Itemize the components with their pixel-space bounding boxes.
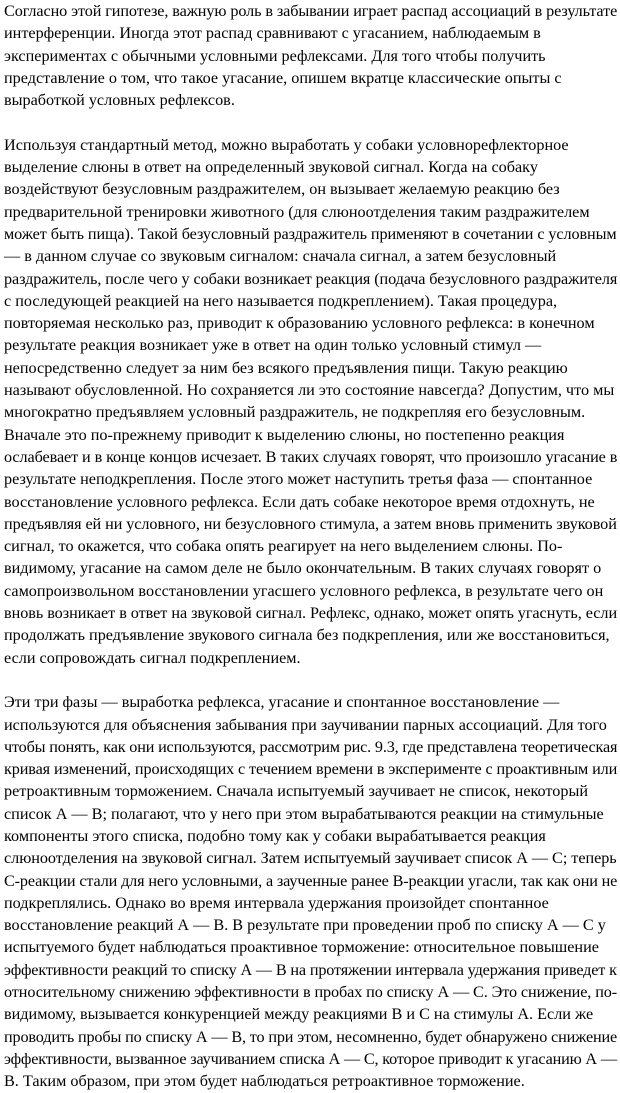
text-line: предъявляя ей ни условного, ни безусловного стимула, а затем вновь применить звуковой [4,514,617,533]
text-line: проводить пробы по списку А — В, то при этом, несомненно, будет обнаружено снижение [4,1027,618,1046]
text-line: повторяемая несколько раз, приводит к образованию условного рефлекса: в конечном [4,314,595,333]
text-line: результате неподкрепления. После этого может наступить третья фаза — спонтанное [4,470,593,489]
text-line: список А — В; полагают, что у него при этом вырабатываются реакции на стимульные [4,804,604,823]
text-line: восстановление реакций А — В. В результате при проведении проб по списку А — С у [4,916,606,935]
text-line: слюноотделения на звуковой сигнал. Затем испытуемый заучивает список А — С; теперь [4,849,617,868]
text-line: видимому, угасание на самом деле не было окончательным. В таких случаях говорят о [4,559,602,578]
text-line: может быть пища). Такой безусловный раздражитель применяют в сочетании с условным [4,224,617,243]
text-line: вновь возникает в ответ на звуковой сигнал. Рефлекс, однако, может опять угаснуть, если [4,604,618,623]
text-line: кривая изменений, происходящих с течением времени в эксперименте с проактивным или [4,760,618,779]
text-line: называют обусловленной. Но сохраняется ли это состояние навсегда? Допустим, что мы [4,381,615,400]
text-line: подкреплялись. Однако во время интервала удержания произойдет спонтанное [4,893,549,912]
text-line: воздействуют безусловным раздражителем, он вызывает желаемую реакцию без [4,180,560,199]
text-line: Вначале это по-прежнему приводит к выделению слюны, но постепенно реакция [4,425,565,444]
text-line: представление о том, что такое угасание, опишем вкратце классические опыты с [4,68,562,87]
text-line: выработкой условных рефлексов. [4,91,235,110]
text-line: — в данном случае со звуковым сигналом: сначала сигнал, а затем безусловный [4,247,557,266]
text-line: многократно предъявляем условный раздражитель, не подкрепляя его безусловным. [4,403,586,422]
text-line: предварительной тренировки животного (для слюноотделения таким раздражителем [4,202,590,221]
text-line: эффективности, вызванное заучиванием списка А — С, которое приводит к угасанию А — [4,1049,617,1068]
text-line: компоненты этого списка, подобно тому как у собаки вырабатывается реакция [4,826,546,845]
text-line: В. Таким образом, при этом будет наблюдаться ретроактивное торможение. [4,1072,525,1091]
text-line: С-реакции стали для него условными, а заученные ранее В-реакции угасли, так как они не [4,871,618,890]
text-line: выделение слюны в ответ на определенный звуковой сигнал. Когда на собаку [4,158,538,177]
paragraph-3 [4,691,617,1092]
text-line: ретроактивным торможением. Сначала испытуемый заучивает не список, некоторый [4,782,589,801]
text-line: Эти три фазы — выработка рефлекса, угасание и спонтанное восстановление — [4,693,560,712]
text-line: если сопровождать сигнал подкреплением. [4,648,301,667]
text-line: самопроизвольном восстановлении угасшего условного рефлекса, в результате чего он [4,581,604,600]
paragraph-1 [4,0,617,111]
text-line: Согласно этой гипотезе, важную роль в забывании играет распад ассоциаций в результате [4,2,618,20]
text-line: используются для объяснения забывания при заучивании парных ассоциаций. Для того [4,715,607,734]
text-line: результате реакция возникает уже в ответ на один только условный стимул — [4,336,542,355]
text-line: ослабевает и в конце концов исчезает. В таких случаях говорят, что произошло угасание в [4,447,618,466]
text-line: относительному снижению эффективности в пробах по списку А — С. Это снижение, по- [4,983,618,1002]
text-line: Используя стандартный метод, можно выработать у собаки условнорефлекторное [4,135,569,154]
text-line: раздражитель, после чего у собаки возникает реакция (подача безусловного раздражителя [4,269,618,288]
text-line: экспериментах с обычными условными рефлексами. Для того чтобы получить [4,46,546,65]
text-line: продолжать предъявление звукового сигнала без подкрепления, или же восстановиться, [4,626,610,645]
text-line: эффективности реакций то списку А — В на протяжении интервала удержания приведет к [4,960,617,979]
text-line: непосредственно следует за ним без всякого предъявления пищи. Такую реакцию [4,358,568,377]
text-line: интерференции. Иногда этот распад сравнивают с угасанием, наблюдаемым в [4,24,541,43]
text-line: испытуемого будет наблюдаться проактивное торможение: относительное повышение [4,938,599,957]
text-line: сигнал, то окажется, что собака опять реагирует на него выделением слюны. По- [4,537,563,556]
text-line: чтобы понять, как они используются, рассмотрим рис. 9.3, где представлена теоретическая [4,737,618,756]
text-line: с последующей реакцией на него называется подкреплением). Такая процедура, [4,291,558,310]
text-line: видимому, вызывается конкуренцией между реакциями В и С на стимулы А. Если же [4,1005,594,1024]
text-line: восстановление условного рефлекса. Если дать собаке некоторое время отдохнуть, не [4,492,595,511]
paragraph-2 [4,134,617,669]
